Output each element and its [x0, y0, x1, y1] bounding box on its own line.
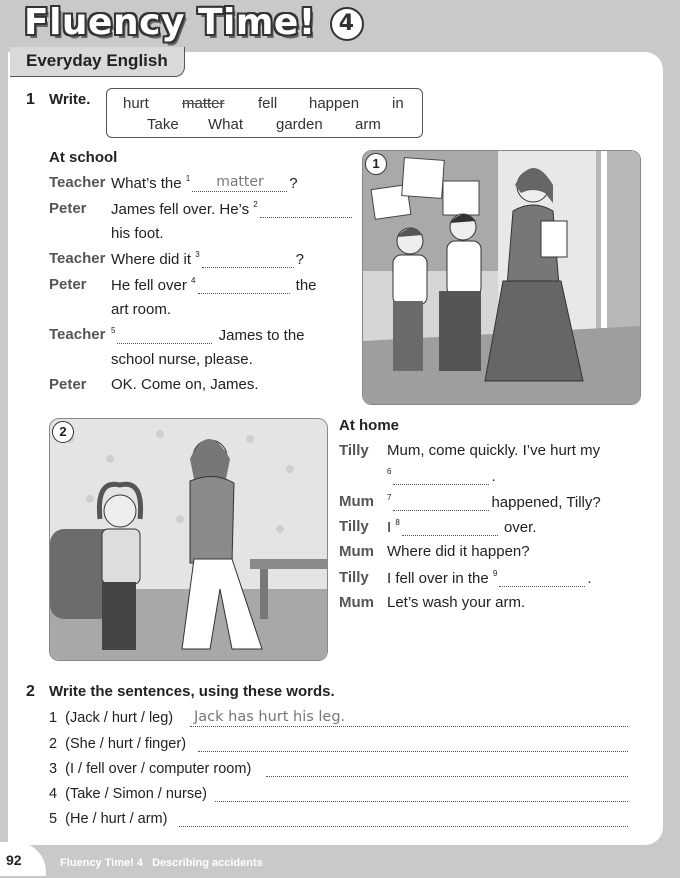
speaker: Tilly — [339, 569, 369, 586]
speaker: Teacher — [49, 250, 106, 267]
school-heading: At school — [49, 149, 118, 166]
sentence-prompt: 2 (She / hurt / finger) — [49, 736, 187, 752]
answer-line-2[interactable] — [198, 751, 628, 752]
dialogue-line: $^7$ happened, Tilly? — [387, 493, 601, 511]
speaker: Peter — [49, 376, 87, 393]
exercise-2-number: 2 — [26, 683, 35, 700]
section-tab: Everyday English — [10, 47, 185, 77]
answer-blank-3[interactable] — [202, 253, 294, 268]
word: in — [392, 95, 404, 112]
exercise-2-instruction: Write the sentences, using these words. — [49, 683, 335, 700]
answer-blank-9[interactable] — [499, 572, 585, 587]
answer-blank-5[interactable] — [117, 329, 212, 344]
sentence-answer-1: Jack has hurt his leg. — [194, 709, 346, 725]
dialogue-line: $^5$ James to the — [111, 326, 305, 344]
speaker: Peter — [49, 276, 87, 293]
dialogue-line: I $^8$ over. — [387, 518, 537, 536]
illustration-home — [49, 418, 328, 661]
word-crossed: matter — [182, 95, 225, 112]
answer-blank-7[interactable] — [393, 496, 489, 511]
home-heading: At home — [339, 417, 399, 434]
dialogue-line: OK. Come on, James. — [111, 376, 259, 393]
dialogue-line: Where did it happen? — [387, 543, 530, 560]
speaker: Peter — [49, 200, 87, 217]
dialogue-line: Mum, come quickly. I’ve hurt my — [387, 442, 601, 459]
answer-line-5[interactable] — [179, 826, 628, 827]
answer-line-1[interactable] — [190, 726, 628, 727]
answer-line-3[interactable] — [266, 776, 628, 777]
speaker: Tilly — [339, 518, 369, 535]
illustration-school — [362, 150, 641, 405]
dialogue-line: his foot. — [111, 225, 164, 242]
picture-number: 2 — [52, 421, 74, 443]
page-number: 92 — [0, 842, 46, 876]
speaker: Teacher — [49, 326, 106, 343]
page-title: Fluency Time! 4 — [24, 2, 364, 43]
sentence-prompt: 4 (Take / Simon / nurse) — [49, 786, 207, 802]
speaker: Mum — [339, 594, 374, 611]
dialogue-line: art room. — [111, 301, 172, 318]
dialogue-line: Where did it $^3$ ? — [111, 250, 305, 268]
exercise-1-number: 1 — [26, 91, 35, 108]
exercise-1-instruction: Write. — [49, 91, 91, 108]
dialogue-line: $^6$ . — [387, 467, 496, 485]
answer-blank-2[interactable] — [260, 203, 352, 218]
word: hurt — [123, 95, 149, 112]
answer-blank-6[interactable] — [393, 470, 489, 485]
dialogue-line: school nurse, please. — [111, 351, 253, 368]
word: fell — [258, 95, 278, 112]
answer-blank-4[interactable] — [198, 279, 290, 294]
word-box — [106, 88, 423, 138]
word: What — [208, 116, 244, 133]
sentence-prompt: 3 (I / fell over / computer room) — [49, 761, 252, 777]
unit-number-badge: 4 — [330, 7, 364, 41]
dialogue-line: Let’s wash your arm. — [387, 594, 526, 611]
home-scene-image — [50, 419, 327, 660]
speaker: Mum — [339, 543, 374, 560]
sentence-prompt: 5 (He / hurt / arm) — [49, 811, 168, 827]
dialogue-line: He fell over $^4$ the — [111, 276, 317, 294]
word: arm — [355, 116, 381, 133]
answer-line-4[interactable] — [215, 801, 628, 802]
dialogue-line: James fell over. He’s $^2$ — [111, 200, 354, 218]
footer-text: Fluency Time! 4 Describing accidents — [60, 857, 263, 869]
answer-blank-1[interactable]: matter — [192, 177, 287, 192]
speaker: Mum — [339, 493, 374, 510]
word: Take — [147, 116, 179, 133]
school-scene-image — [363, 151, 640, 404]
answer-blank-8[interactable] — [402, 521, 498, 536]
speaker: Tilly — [339, 442, 369, 459]
sentence-prompt: 1 (Jack / hurt / leg) — [49, 710, 174, 726]
dialogue-line: I fell over in the $^9$ . — [387, 569, 592, 587]
speaker: Teacher — [49, 174, 106, 191]
picture-number: 1 — [365, 153, 387, 175]
dialogue-line: What’s the $^1$ matter ? — [111, 174, 298, 192]
word: garden — [276, 116, 323, 133]
word: happen — [309, 95, 360, 112]
